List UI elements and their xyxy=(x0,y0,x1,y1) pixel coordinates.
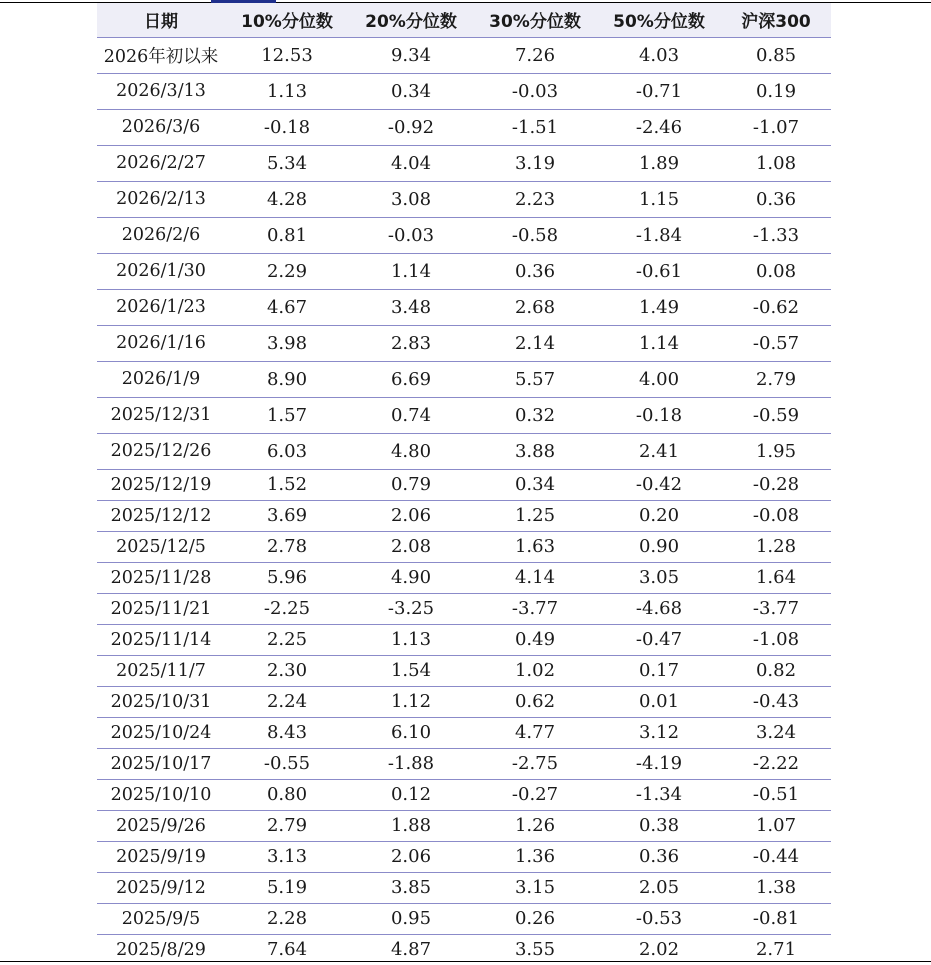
table-body xyxy=(97,37,831,965)
cell-p20: 6.69 xyxy=(349,361,473,397)
cell-p30: 3.15 xyxy=(473,872,597,903)
cell-p30: 3.19 xyxy=(473,145,597,181)
column-header-p10: 10%分位数 xyxy=(225,3,349,37)
cell-p30: 4.77 xyxy=(473,717,597,748)
cell-p50: 2.02 xyxy=(638,939,680,961)
cell-p20: 1.54 xyxy=(349,655,473,686)
cell-p20: 1.14 xyxy=(349,253,473,289)
cell-p50: 3.12 xyxy=(597,717,721,748)
cell-p30: 3.55 xyxy=(514,939,556,961)
table-row xyxy=(97,433,831,469)
cell-date: 2026/1/30 xyxy=(97,253,225,289)
cell-date: 2025/9/19 xyxy=(97,841,225,872)
cell-p30: 0.34 xyxy=(473,469,597,500)
cell-p10: 5.96 xyxy=(225,562,349,593)
cell-p50: 0.90 xyxy=(597,531,721,562)
cell-date: 2025/11/28 xyxy=(97,562,225,593)
table-row xyxy=(97,655,831,686)
cell-date: 2025/10/10 xyxy=(97,779,225,810)
cell-p20: 0.95 xyxy=(349,903,473,934)
cell-p10: 1.13 xyxy=(225,73,349,109)
cell-csi300: -0.62 xyxy=(721,289,831,325)
cell-p30: -0.03 xyxy=(473,73,597,109)
cell-p50: 0.36 xyxy=(597,841,721,872)
cell-date: 2025/11/14 xyxy=(97,624,225,655)
cell-date: 2026/1/16 xyxy=(97,325,225,361)
cell-p50: -0.71 xyxy=(597,73,721,109)
cell-date: 2025/12/31 xyxy=(97,397,225,433)
cell-p50: -2.46 xyxy=(597,109,721,145)
table-row xyxy=(97,253,831,289)
cell-p30: 0.49 xyxy=(473,624,597,655)
cell-p10: 2.30 xyxy=(225,655,349,686)
cell-date: 2025/9/26 xyxy=(97,810,225,841)
cell-p50: 3.05 xyxy=(597,562,721,593)
cell-p30: 2.68 xyxy=(473,289,597,325)
cell-csi300: -1.08 xyxy=(721,624,831,655)
cell-p20: 4.04 xyxy=(349,145,473,181)
cell-p50: -0.18 xyxy=(597,397,721,433)
cell-csi300: -0.28 xyxy=(721,469,831,500)
cell-p10: 2.25 xyxy=(225,624,349,655)
cell-p50: 0.17 xyxy=(597,655,721,686)
data-table xyxy=(97,3,831,965)
cell-p10: 8.43 xyxy=(225,717,349,748)
table-row xyxy=(97,872,831,903)
cell-p10: 8.90 xyxy=(225,361,349,397)
bottom-rule xyxy=(0,961,931,962)
cell-csi300: 2.79 xyxy=(721,361,831,397)
cell-p50: 0.38 xyxy=(597,810,721,841)
cell-p30: -2.75 xyxy=(473,748,597,779)
cell-p10: 4.67 xyxy=(225,289,349,325)
cell-date: 2025/11/21 xyxy=(97,593,225,624)
table-row xyxy=(97,289,831,325)
cell-p30: -0.58 xyxy=(473,217,597,253)
column-header-date: 日期 xyxy=(97,3,225,37)
cell-csi300: 1.28 xyxy=(721,531,831,562)
cell-csi300: 1.64 xyxy=(721,562,831,593)
cell-csi300: -1.33 xyxy=(721,217,831,253)
cell-p10: 2.78 xyxy=(225,531,349,562)
cell-p50: 4.03 xyxy=(597,37,721,73)
cell-date: 2025/10/17 xyxy=(97,748,225,779)
cell-csi300: -0.51 xyxy=(721,779,831,810)
cell-p20: -0.92 xyxy=(349,109,473,145)
cell-date: 2025/12/5 xyxy=(97,531,225,562)
table-row xyxy=(97,145,831,181)
table-row xyxy=(97,593,831,624)
cell-p10: -0.18 xyxy=(225,109,349,145)
cell-p20: 0.74 xyxy=(349,397,473,433)
column-header-p50: 50%分位数 xyxy=(597,3,721,37)
cell-p20: 0.34 xyxy=(349,73,473,109)
cell-p30: 1.36 xyxy=(473,841,597,872)
cell-csi300: 3.24 xyxy=(721,717,831,748)
cell-p50: 1.49 xyxy=(597,289,721,325)
cell-p50: 1.14 xyxy=(597,325,721,361)
table-row xyxy=(97,500,831,531)
cell-p10: 1.52 xyxy=(225,469,349,500)
cell-p20: -0.03 xyxy=(349,217,473,253)
cell-p10: 3.13 xyxy=(225,841,349,872)
table-row xyxy=(97,810,831,841)
cell-p10: 1.57 xyxy=(225,397,349,433)
table-row xyxy=(97,841,831,872)
cell-p10: 4.28 xyxy=(225,181,349,217)
cell-p50: -0.61 xyxy=(597,253,721,289)
cell-p50: 4.00 xyxy=(597,361,721,397)
cell-p20: 2.83 xyxy=(349,325,473,361)
cell-p20: 2.08 xyxy=(349,531,473,562)
cell-p30: 2.23 xyxy=(473,181,597,217)
cell-p50: -0.53 xyxy=(597,903,721,934)
cell-p10: 6.03 xyxy=(225,433,349,469)
cell-p20: 3.85 xyxy=(349,872,473,903)
cell-p20: 2.06 xyxy=(349,841,473,872)
table-row xyxy=(97,624,831,655)
cell-date: 2025/8/29 xyxy=(116,939,206,960)
cell-p10: 0.81 xyxy=(225,217,349,253)
cell-p20: -1.88 xyxy=(349,748,473,779)
cell-p30: 0.36 xyxy=(473,253,597,289)
cell-p10: 5.34 xyxy=(225,145,349,181)
cell-p50: -1.84 xyxy=(597,217,721,253)
cell-date: 2025/11/7 xyxy=(97,655,225,686)
cell-csi300: 0.85 xyxy=(721,37,831,73)
cell-p20: 4.90 xyxy=(349,562,473,593)
cell-p10: 2.79 xyxy=(225,810,349,841)
cell-p30: 2.14 xyxy=(473,325,597,361)
cell-csi300: -0.59 xyxy=(721,397,831,433)
cell-csi300: 1.38 xyxy=(721,872,831,903)
cell-date: 2026/3/13 xyxy=(97,73,225,109)
cell-date: 2025/12/19 xyxy=(97,469,225,500)
cell-csi300: 1.07 xyxy=(721,810,831,841)
cell-csi300: -0.43 xyxy=(721,686,831,717)
cell-csi300: -0.57 xyxy=(721,325,831,361)
cell-csi300: 0.82 xyxy=(721,655,831,686)
cell-date: 2026/1/9 xyxy=(97,361,225,397)
cell-csi300: 0.19 xyxy=(721,73,831,109)
column-header-p30: 30%分位数 xyxy=(473,3,597,37)
cell-p20: -3.25 xyxy=(349,593,473,624)
cell-date: 2026/2/27 xyxy=(97,145,225,181)
table-row xyxy=(97,903,831,934)
cell-p20: 0.12 xyxy=(349,779,473,810)
cell-p50: -0.42 xyxy=(597,469,721,500)
cell-csi300: -0.44 xyxy=(721,841,831,872)
cell-p10: 12.53 xyxy=(225,37,349,73)
cell-p10: 5.19 xyxy=(225,872,349,903)
cell-p50: 0.01 xyxy=(597,686,721,717)
table-row xyxy=(97,109,831,145)
table-header xyxy=(97,3,831,37)
cell-date: 2025/10/31 xyxy=(97,686,225,717)
table-row xyxy=(97,779,831,810)
cell-date: 2026/3/6 xyxy=(97,109,225,145)
cell-csi300: -0.08 xyxy=(721,500,831,531)
table-row xyxy=(97,397,831,433)
cell-p30: 5.57 xyxy=(473,361,597,397)
cell-p30: 1.26 xyxy=(473,810,597,841)
cell-p10: 7.64 xyxy=(266,939,308,961)
cell-csi300: 1.08 xyxy=(721,145,831,181)
cell-p10: 0.80 xyxy=(225,779,349,810)
cell-date: 2026年初以来 xyxy=(97,37,225,73)
cell-p20: 1.12 xyxy=(349,686,473,717)
table-row xyxy=(97,717,831,748)
cell-date: 2026/2/13 xyxy=(97,181,225,217)
cell-p20: 0.79 xyxy=(349,469,473,500)
cell-p50: 0.20 xyxy=(597,500,721,531)
table-row xyxy=(97,73,831,109)
cell-p50: -0.47 xyxy=(597,624,721,655)
table-row xyxy=(97,361,831,397)
cell-p30: 0.62 xyxy=(473,686,597,717)
cell-p30: 1.25 xyxy=(473,500,597,531)
table-row xyxy=(97,531,831,562)
cell-p30: 1.02 xyxy=(473,655,597,686)
cell-p30: -3.77 xyxy=(473,593,597,624)
cell-p10: 3.69 xyxy=(225,500,349,531)
cell-p10: 3.98 xyxy=(225,325,349,361)
cell-p50: 2.05 xyxy=(597,872,721,903)
table-row xyxy=(97,562,831,593)
cell-csi300: -1.07 xyxy=(721,109,831,145)
cell-p30: 7.26 xyxy=(473,37,597,73)
cell-p30: -1.51 xyxy=(473,109,597,145)
cell-p20: 9.34 xyxy=(349,37,473,73)
cell-p20: 3.08 xyxy=(349,181,473,217)
cell-date: 2026/2/6 xyxy=(97,217,225,253)
column-header-p20: 20%分位数 xyxy=(349,3,473,37)
cell-date: 2026/1/23 xyxy=(97,289,225,325)
table-row xyxy=(97,37,831,73)
cell-p20: 3.48 xyxy=(349,289,473,325)
cell-p10: 2.29 xyxy=(225,253,349,289)
cell-date: 2025/12/26 xyxy=(97,433,225,469)
cell-csi300: -3.77 xyxy=(721,593,831,624)
cell-csi300: 1.95 xyxy=(721,433,831,469)
cell-p50: 1.89 xyxy=(597,145,721,181)
cell-p30: 1.63 xyxy=(473,531,597,562)
cell-p20: 6.10 xyxy=(349,717,473,748)
cell-p20: 4.87 xyxy=(390,939,432,961)
cell-date: 2025/9/5 xyxy=(97,903,225,934)
cell-p50: 2.41 xyxy=(597,433,721,469)
cell-p20: 4.80 xyxy=(349,433,473,469)
cell-p50: 1.15 xyxy=(597,181,721,217)
table-row xyxy=(97,181,831,217)
cell-p10: -2.25 xyxy=(225,593,349,624)
table-row xyxy=(97,325,831,361)
table-row xyxy=(97,748,831,779)
column-header-csi300: 沪深300 xyxy=(721,3,831,37)
cell-p10: 2.28 xyxy=(225,903,349,934)
cell-p20: 2.06 xyxy=(349,500,473,531)
cell-p10: 2.24 xyxy=(225,686,349,717)
cell-p50: -4.19 xyxy=(597,748,721,779)
header-row xyxy=(97,3,831,37)
cell-p30: 3.88 xyxy=(473,433,597,469)
cell-csi300: 2.71 xyxy=(755,939,797,961)
cell-date: 2025/12/12 xyxy=(97,500,225,531)
table-row xyxy=(97,217,831,253)
cell-p50: -1.34 xyxy=(597,779,721,810)
cell-csi300: -0.81 xyxy=(721,903,831,934)
cell-p10: -0.55 xyxy=(225,748,349,779)
cell-p30: 0.32 xyxy=(473,397,597,433)
cell-p30: -0.27 xyxy=(473,779,597,810)
cell-csi300: 0.08 xyxy=(721,253,831,289)
cell-csi300: -2.22 xyxy=(721,748,831,779)
cell-date: 2025/9/12 xyxy=(97,872,225,903)
cell-p30: 0.26 xyxy=(473,903,597,934)
cell-p20: 1.88 xyxy=(349,810,473,841)
table-row xyxy=(97,686,831,717)
cell-p30: 4.14 xyxy=(473,562,597,593)
cell-p50: -4.68 xyxy=(597,593,721,624)
table-row xyxy=(97,469,831,500)
cell-p20: 1.13 xyxy=(349,624,473,655)
cell-csi300: 0.36 xyxy=(721,181,831,217)
cell-date: 2025/10/24 xyxy=(97,717,225,748)
